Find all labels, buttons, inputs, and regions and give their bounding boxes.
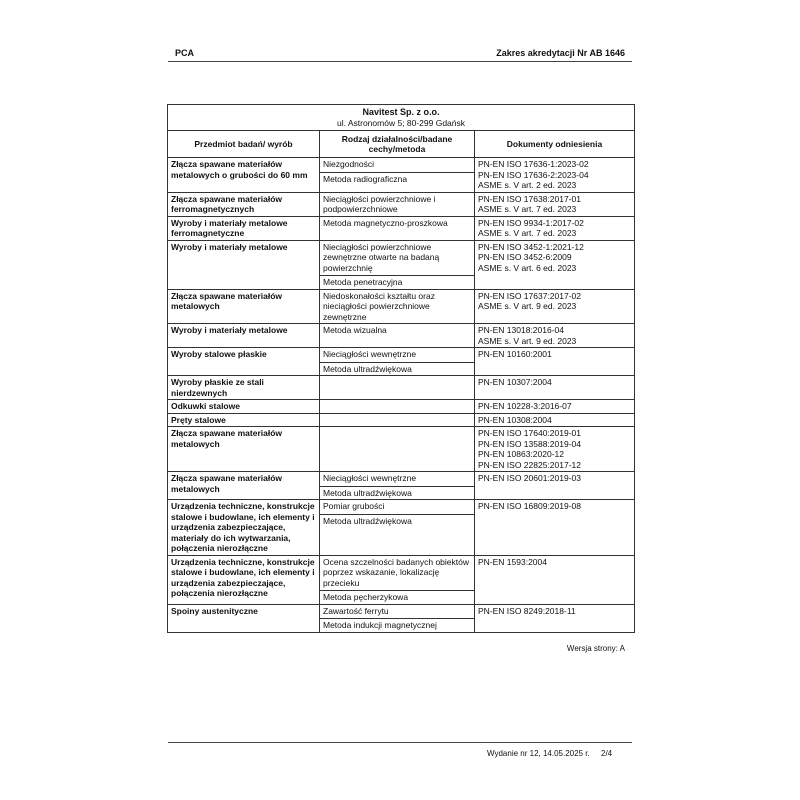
method-divider [320,618,474,619]
method-line: Metoda ultradźwiękowa [323,487,412,498]
subject-cell: Złącza spawane materiałów metalowych o grubości do 60 mm [168,158,320,193]
doc-reference: ASME s. V art. 7 ed. 2023 [478,228,577,238]
method-line: Metoda magnetyczno-proszkowa [323,217,448,228]
docs-cell [475,555,635,604]
subject-cell: Pręty stalowe [168,413,320,427]
method-divider [320,362,474,363]
table-row [168,289,635,324]
table-row [168,500,635,556]
method-cell [320,604,475,632]
table-row [168,324,635,348]
method-divider [320,514,474,515]
method-line: Nieciągłości powierzchniowe i podpowierzchniowe [323,193,436,214]
method-line: Metoda ultradźwiękowa [323,363,412,374]
subject-cell: Złącza spawane materiałów metalowych [168,472,320,500]
method-line: Nieciągłości wewnętrzne [323,349,417,359]
doc-reference: PN-EN 1593:2004 [478,556,547,567]
method-line: Nieciągłości powierzchniowe zewnętrzne otwarte na badaną powierzchnię [323,241,440,273]
docs-cell [475,500,635,556]
docs-cell [475,348,635,376]
table-row [168,376,635,400]
method-line: Metoda radiograficzna [323,173,408,184]
method-cell [320,413,475,427]
doc-reference: PN-EN ISO 17636-2:2023-04 [478,169,589,180]
docs-cell [475,216,635,240]
footer-divider [168,742,632,743]
doc-reference: PN-EN 10160:2001 [478,349,552,359]
method-cell [320,324,475,348]
method-divider [320,590,474,591]
subject-cell: Urządzenia techniczne, konstrukcje stalowe i budowlane, ich elementy i urządzenia zabezpieczające, połączenia nierozłączne [168,555,320,604]
doc-reference: PN-EN ISO 17637:2017-02 [478,290,582,301]
header-divider [168,61,632,62]
doc-reference: ASME s. V art. 7 ed. 2023 [478,204,577,214]
doc-reference: PN-EN 10228-3:2016-07 [478,401,572,411]
docs-cell [475,376,635,400]
doc-reference: PN-EN ISO 3452-6:2009 [478,252,572,262]
table-row [168,427,635,472]
doc-reference: PN-EN 10863:2020-12 [478,449,565,459]
docs-cell [475,240,635,289]
method-line: Zawartość ferrytu [323,605,389,616]
docs-cell [475,158,635,193]
doc-reference: PN-EN ISO 8249:2018-11 [478,605,576,616]
subject-cell: Spoiny austenityczne [168,604,320,632]
docs-cell [475,192,635,216]
table-row [168,604,635,632]
doc-reference: PN-EN ISO 16809:2019-08 [478,501,582,511]
method-line: Nieciągłości wewnętrzne [323,473,417,483]
table-row [168,555,635,604]
docs-cell [475,413,635,427]
subject-cell: Wyroby i materiały metalowe ferromagnetyczne [168,216,320,240]
doc-reference: PN-EN 10308:2004 [478,414,552,425]
doc-reference: PN-EN ISO 17640:2019-01 [478,428,582,438]
doc-reference: PN-EN ISO 17636-1:2023-02 [478,159,589,169]
subject-cell: Urządzenia techniczne, konstrukcje stalowe i budowlane, ich elementy i urządzenia zabezpieczające, materiały do ich wytwarzania, połączenia nierozłączne [168,500,320,556]
method-cell [320,240,475,289]
method-line: Ocena szczelności badanych obiektów poprzez wskazanie, lokalizację przecieku [323,556,469,588]
method-line: Metoda ultradźwiękowa [323,515,412,526]
table-row [168,400,635,414]
column-header-subject: Przedmiot badań/ wyrób [168,131,320,158]
org-row [168,105,635,131]
method-divider [320,275,474,276]
subject-cell: Wyroby płaskie ze stali nierdzewnych [168,376,320,400]
method-divider [320,172,474,173]
doc-reference: PN-EN 13018:2016-04 [478,325,565,335]
docs-cell [475,472,635,500]
header-left: PCA [175,48,195,58]
doc-reference: PN-EN ISO 13588:2019-04 [478,438,582,449]
table-row [168,348,635,376]
method-line: Metoda indukcji magnetycznej [323,620,437,630]
method-cell [320,427,475,472]
table-row [168,158,635,193]
column-header-row [168,131,635,158]
method-cell [320,400,475,414]
method-cell [320,289,475,324]
method-line: Metoda wizualna [323,325,387,335]
org-name: Navitest Sp. z o.o. [362,107,440,117]
subject-cell: Wyroby stalowe płaskie [168,348,320,376]
docs-cell [475,324,635,348]
method-line: Metoda penetracyjna [323,277,403,287]
method-cell [320,472,475,500]
column-header-docs: Dokumenty odniesienia [475,131,635,158]
doc-reference: PN-EN ISO 20601:2019-03 [478,473,582,483]
method-line: Metoda pęcherzykowa [323,592,409,602]
doc-reference: PN-EN 10307:2004 [478,377,552,387]
table-row [168,413,635,427]
org-address: ul. Astronomów 5; 80-299 Gdańsk [336,117,466,128]
accreditation-table [167,104,635,633]
doc-reference: PN-EN ISO 9934-1:2017-02 [478,217,584,228]
table-row [168,472,635,500]
subject-cell: Odkuwki stalowe [168,400,320,414]
footer-page-number: 2/4 [601,749,613,758]
method-line: Pomiar grubości [323,501,385,511]
method-line: Niedoskonałości kształtu oraz nieciągłości powierzchniowe zewnętrzne [323,290,435,322]
doc-reference: ASME s. V art. 9 ed. 2023 [478,335,577,346]
method-cell [320,376,475,400]
method-line: Niezgodności [323,159,375,169]
subject-cell: Złącza spawane materiałów metalowych [168,427,320,472]
method-cell [320,555,475,604]
doc-reference: ASME s. V art. 2 ed. 2023 [478,180,577,190]
doc-reference: PN-EN ISO 22825:2017-12 [478,459,582,470]
table-row [168,192,635,216]
subject-cell: Wyroby i materiały metalowe [168,240,320,289]
subject-cell: Wyroby i materiały metalowe [168,324,320,348]
subject-cell: Złącza spawane materiałów ferromagnetycznych [168,192,320,216]
method-cell [320,192,475,216]
subject-cell: Złącza spawane materiałów metalowych [168,289,320,324]
method-cell [320,216,475,240]
doc-reference: ASME s. V art. 9 ed. 2023 [478,301,577,311]
docs-cell [475,604,635,632]
footer-edition: Wydanie nr 12, 14.05.2025 r. [487,749,590,758]
header-right: Zakres akredytacji Nr AB 1646 [496,48,625,58]
page-version: Wersja strony: A [566,644,625,653]
org-cell [168,105,635,131]
table-row [168,240,635,289]
method-cell [320,348,475,376]
doc-reference: PN-EN ISO 17638:2017-01 [478,193,582,204]
doc-reference: ASME s. V art. 6 ed. 2023 [478,262,577,273]
docs-cell [475,289,635,324]
table-row [168,216,635,240]
method-divider [320,486,474,487]
doc-reference: PN-EN ISO 3452-1:2021-12 [478,241,584,252]
docs-cell [475,400,635,414]
method-cell [320,500,475,556]
method-cell [320,158,475,193]
column-header-method: Rodzaj działalności/badane cechy/metoda [320,131,475,158]
docs-cell [475,427,635,472]
